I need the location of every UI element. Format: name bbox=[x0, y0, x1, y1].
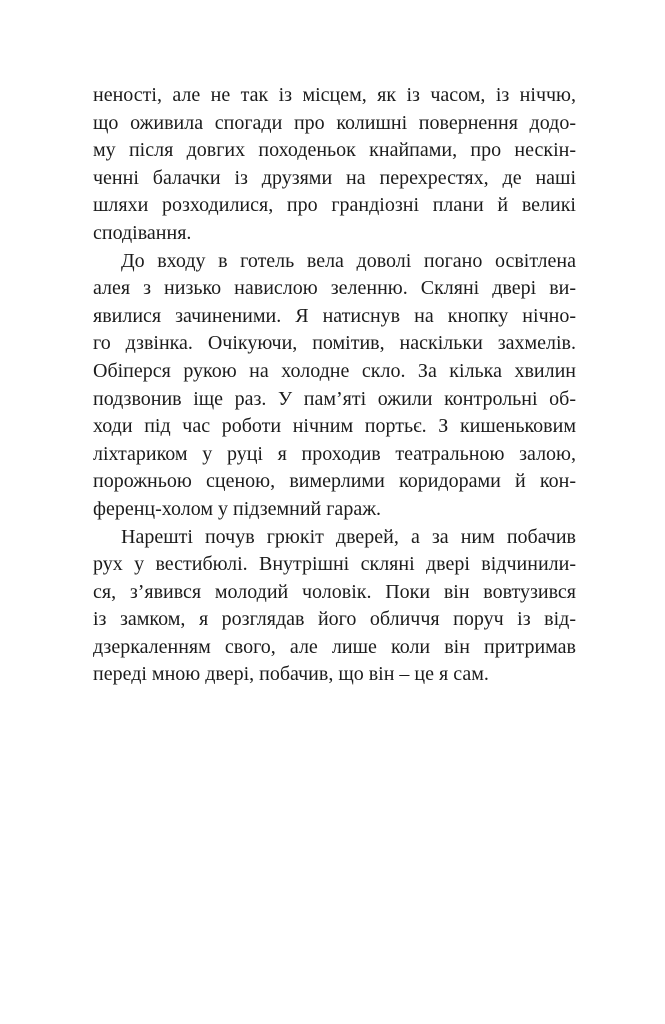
text-line: неності, але не так із місцем, як із часом, із ніччю, bbox=[93, 84, 576, 106]
text-line: алея з низько навислою зеленню. Скляні двері ви- bbox=[93, 277, 576, 300]
text-line: му після довгих походеньок кнайпами, про нескін- bbox=[93, 139, 576, 162]
text-line: явилися зачиненими. Я натиснув на кнопку нічно- bbox=[93, 304, 576, 327]
text-line: порожньою сценою, вимерлими коридорами й кон- bbox=[93, 470, 576, 493]
paragraph bbox=[93, 82, 576, 248]
text-line: із замком, я розглядав його обличчя поруч із від- bbox=[93, 608, 576, 631]
text-line: Обіперся рукою на холодне скло. За кілька хвилин bbox=[93, 359, 576, 382]
text-line: ференц-холом у підземний гараж. bbox=[93, 497, 382, 520]
text-line: Нарешті почув грюкіт дверей, а за ним побачив bbox=[121, 525, 576, 548]
text-line: подзвонив іще раз. У пам’яті ожили контрольні об- bbox=[93, 387, 576, 410]
text-line: ся, з’явився молодий чоловік. Поки він вовтузився bbox=[93, 580, 576, 603]
text-line: ченні балачки із друзями на перехрестях, де наші bbox=[93, 166, 576, 189]
paragraph bbox=[93, 248, 576, 524]
text-line: що оживила спогади про колишні повернення додо- bbox=[93, 111, 576, 134]
text-line: рух у вестибюлі. Внутрішні скляні двері відчинили- bbox=[93, 553, 576, 576]
text-line: шляхи розходилися, про грандіозні плани й великі bbox=[93, 194, 576, 217]
text-line: переді мною двері, побачив, що він – це я сам. bbox=[93, 663, 489, 686]
paragraph bbox=[93, 524, 576, 690]
text-line: ліхтариком у руці я проходив театральною залою, bbox=[93, 442, 576, 465]
text-line: дзеркаленням свого, але лише коли він притримав bbox=[93, 635, 576, 658]
page-text bbox=[93, 82, 576, 689]
text-line: го дзвінка. Очікуючи, помітив, наскільки захмелів. bbox=[93, 332, 576, 355]
text-line: сподівання. bbox=[93, 221, 192, 244]
text-line: ходи під час роботи нічним портьє. З кишеньковим bbox=[93, 415, 576, 438]
text-line: До входу в готель вела доволі погано освітлена bbox=[121, 249, 576, 272]
